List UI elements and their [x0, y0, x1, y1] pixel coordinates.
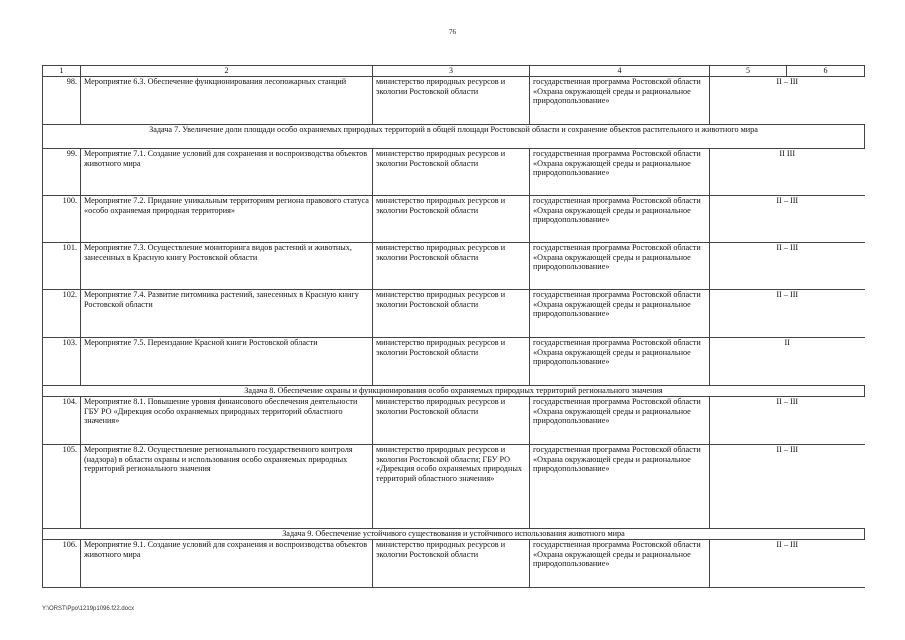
period-cell: II – III	[710, 77, 865, 125]
header-cell: 1	[43, 66, 81, 77]
executor-cell: министерство природных ресурсов и экологии Ростовской области	[373, 540, 530, 588]
table-row	[43, 338, 865, 386]
event-cell: Мероприятие 9.1. Создание условий для сохранения и воспроизводства объектов животного мира	[81, 540, 373, 588]
executor-cell: министерство природных ресурсов и экологии Ростовской области	[373, 243, 530, 290]
header-cell: 4	[530, 66, 710, 77]
task-heading: Задача 8. Обеспечение охраны и функционирования особо охраняемых природных территорий регионального значения	[43, 386, 865, 397]
table-row	[43, 290, 865, 338]
period-cell: II III	[710, 149, 865, 196]
measures-table	[42, 65, 865, 588]
row-number: 104.	[43, 397, 81, 445]
task-heading: Задача 9. Обеспечение устойчивого существования и устойчивого использования животного мира	[43, 529, 865, 540]
table-header-row	[43, 66, 865, 77]
task-heading-row	[43, 529, 865, 540]
program-cell: государственная программа Ростовской области «Охрана окружающей среды и рациональное природопользование»	[530, 77, 710, 125]
executor-cell: министерство природных ресурсов и экологии Ростовской области	[373, 397, 530, 445]
program-cell: государственная программа Ростовской области «Охрана окружающей среды и рациональное природопользование»	[530, 243, 710, 290]
event-cell: Мероприятие 6.3. Обеспечение функционирования лесопожарных станций	[81, 77, 373, 125]
program-cell: государственная программа Ростовской области «Охрана окружающей среды и рациональное природопользование»	[530, 196, 710, 243]
row-number: 105.	[43, 445, 81, 529]
period-cell: II – III	[710, 243, 865, 290]
header-cell: 2	[81, 66, 373, 77]
period-cell: II – III	[710, 540, 865, 588]
program-cell: государственная программа Ростовской области «Охрана окружающей среды и рациональное природопользование»	[530, 290, 710, 338]
page-number: 76	[449, 28, 456, 36]
program-cell: государственная программа Ростовской области «Охрана окружающей среды и рациональное природопользование»	[530, 397, 710, 445]
table-row	[43, 196, 865, 243]
event-cell: Мероприятие 8.2. Осуществление регионального государственного контроля (надзора) в области охраны и использования особо охраняемых природных территорий регионального значения	[81, 445, 373, 529]
header-cell: 5	[710, 66, 787, 77]
executor-cell: министерство природных ресурсов и экологии Ростовской области	[373, 77, 530, 125]
table-row	[43, 397, 865, 445]
period-cell: II – III	[710, 445, 865, 529]
period-cell: II	[710, 338, 865, 386]
program-cell: государственная программа Ростовской области «Охрана окружающей среды и рациональное природопользование»	[530, 149, 710, 196]
row-number: 100.	[43, 196, 81, 243]
header-cell: 6	[787, 66, 865, 77]
event-cell: Мероприятие 7.3. Осуществление мониторинга видов растений и животных, занесенных в Красную книгу Ростовской области	[81, 243, 373, 290]
event-cell: Мероприятие 7.2. Придание уникальным территориям региона правового статуса «особо охраняемая природная территория»	[81, 196, 373, 243]
executor-cell: министерство природных ресурсов и экологии Ростовской области	[373, 196, 530, 243]
task-heading-row	[43, 125, 865, 149]
table-row	[43, 77, 865, 125]
row-number: 102.	[43, 290, 81, 338]
table-row	[43, 445, 865, 529]
period-cell: II – III	[710, 196, 865, 243]
task-heading-row	[43, 386, 865, 397]
executor-cell: министерство природных ресурсов и экологии Ростовской области	[373, 290, 530, 338]
file-path-footer: Y:\ORST\Ppo\1219p1096.f22.docx	[42, 606, 135, 612]
event-cell: Мероприятие 7.4. Развитие питомника растений, занесенных в Красную книгу Ростовской области	[81, 290, 373, 338]
row-number: 103.	[43, 338, 81, 386]
row-number: 99.	[43, 149, 81, 196]
table-row	[43, 149, 865, 196]
event-cell: Мероприятие 7.5. Переиздание Красной книги Ростовской области	[81, 338, 373, 386]
program-cell: государственная программа Ростовской области «Охрана окружающей среды и рациональное природопользование»	[530, 338, 710, 386]
program-cell: государственная программа Ростовской области «Охрана окружающей среды и рациональное природопользование»	[530, 445, 710, 529]
header-cell: 3	[373, 66, 530, 77]
executor-cell: министерство природных ресурсов и экологии Ростовской области	[373, 338, 530, 386]
executor-cell: министерство природных ресурсов и экологии Ростовской области; ГБУ РО «Дирекция особо охраняемых природных территорий областного значения»	[373, 445, 530, 529]
task-heading: Задача 7. Увеличение доли площади особо охраняемых природных территорий в общей площади Ростовской области и сохранение объектов растительного и животного мира	[43, 125, 865, 149]
row-number: 101.	[43, 243, 81, 290]
event-cell: Мероприятие 7.1. Создание условий для сохранения и воспроизводства объектов животного мира	[81, 149, 373, 196]
table-row	[43, 243, 865, 290]
event-cell: Мероприятие 8.1. Повышение уровня финансового обеспечения деятельности ГБУ РО «Дирекция особо охраняемых природных территорий областного значения»	[81, 397, 373, 445]
row-number: 106.	[43, 540, 81, 588]
executor-cell: министерство природных ресурсов и экологии Ростовской области	[373, 149, 530, 196]
period-cell: II – III	[710, 290, 865, 338]
period-cell: II – III	[710, 397, 865, 445]
table-row	[43, 540, 865, 588]
row-number: 98.	[43, 77, 81, 125]
program-cell: государственная программа Ростовской области «Охрана окружающей среды и рациональное природопользование»	[530, 540, 710, 588]
